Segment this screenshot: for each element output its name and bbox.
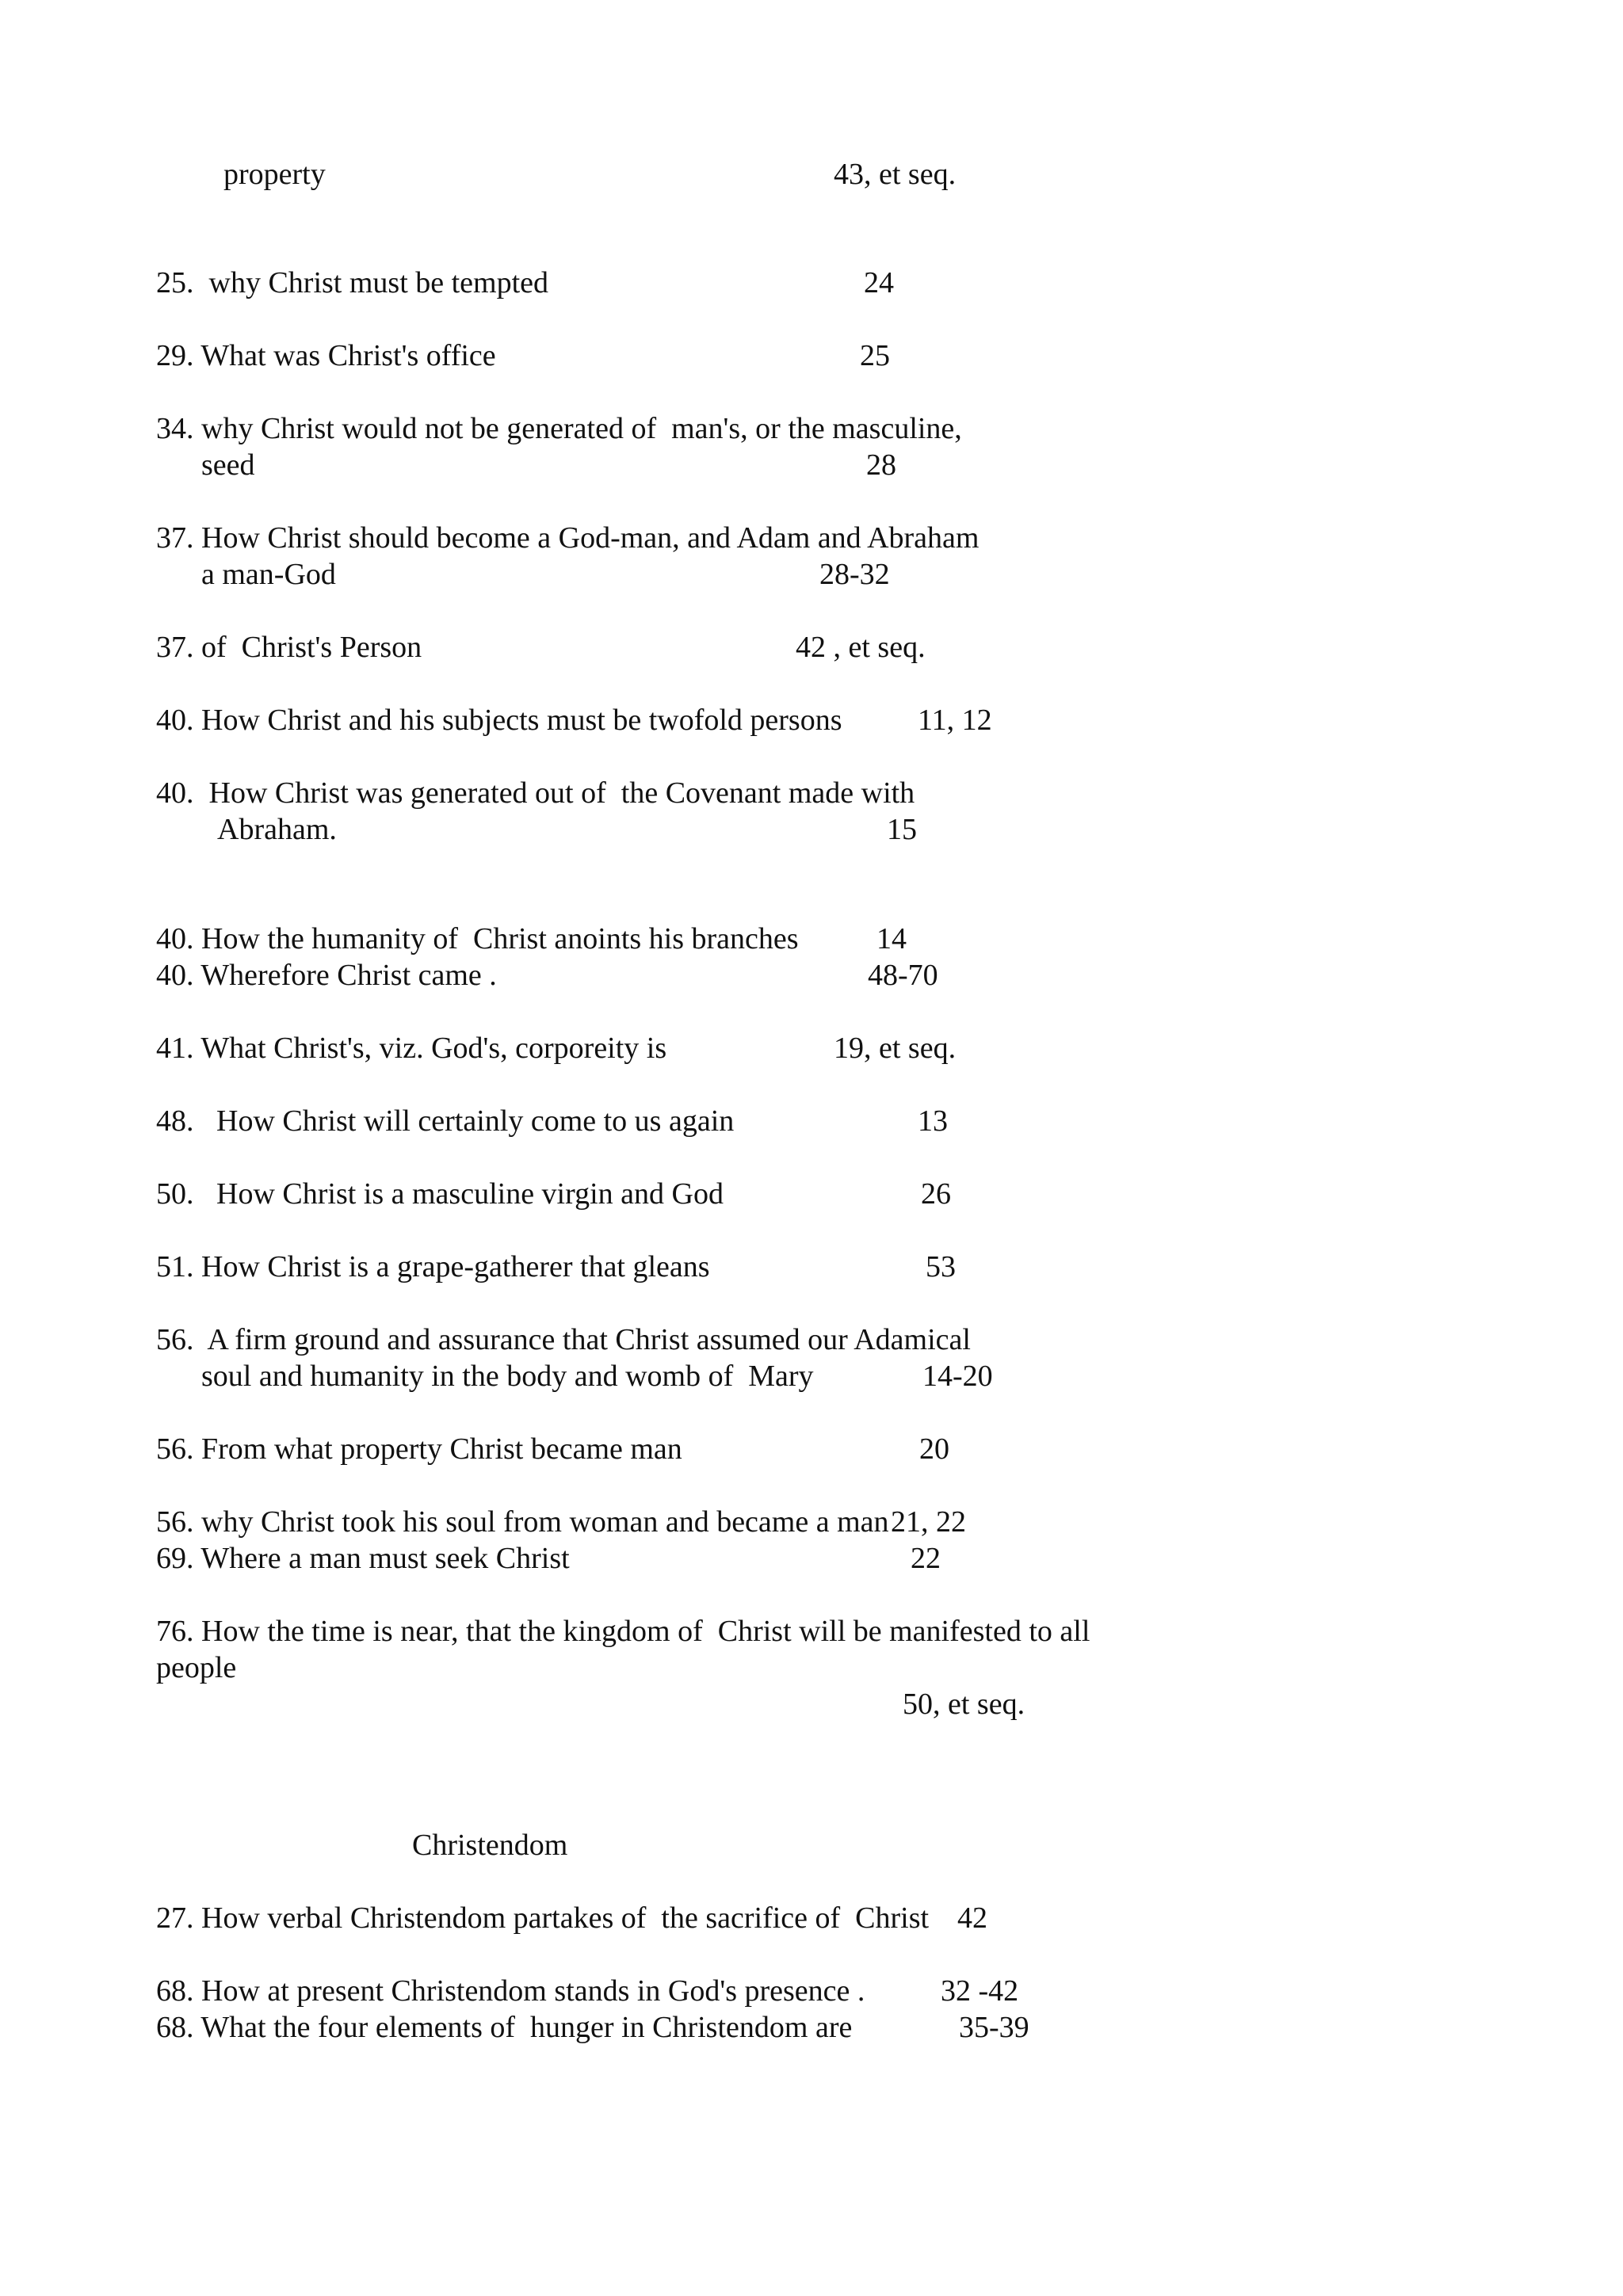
index-entry-text: 29. What was Christ's office — [156, 339, 496, 372]
index-entry-page: 14 — [876, 922, 907, 955]
index-entry-text: 50. How Christ is a masculine virgin and God — [156, 1177, 724, 1211]
index-entry-page: 11, 12 — [918, 704, 992, 737]
index-entry-text: 34. why Christ would not be generated of man's, or the masculine, — [156, 412, 962, 445]
index-entry-text: 37. How Christ should become a God-man, and Adam and Abraham — [156, 521, 980, 555]
index-entry-text-continued: seed — [201, 448, 255, 482]
index-entry-text-continued: a man-God — [201, 558, 336, 591]
index-entry-text: 37. of Christ's Person — [156, 631, 422, 664]
index-entry-page: 26 — [921, 1177, 951, 1211]
index-entry-page: 14-20 — [922, 1360, 993, 1393]
index-entry-page: 53 — [926, 1250, 956, 1283]
index-entry-page: 35-39 — [959, 2011, 1029, 2044]
continued-entry-text: property — [223, 158, 326, 191]
index-entry-page: 32 -42 — [941, 1974, 1019, 2008]
index-entry-text-continued: soul and humanity in the body and womb of Mary — [201, 1360, 814, 1393]
index-entry-page: 21, 22 — [891, 1505, 966, 1539]
index-entry-text: 41. What Christ's, viz. God's, corporeity is — [156, 1032, 667, 1065]
index-entry-text: 40. How the humanity of Christ anoints his branches — [156, 922, 799, 955]
index-entry-text: 40. Wherefore Christ came . — [156, 959, 497, 992]
section-heading: Christendom — [412, 1829, 568, 1862]
index-entry-text-continued: Abraham. — [217, 813, 337, 846]
index-entry-text: 76. How the time is near, that the kingdom of Christ will be manifested to all — [156, 1615, 1090, 1648]
index-entry-text: 25. why Christ must be tempted — [156, 266, 549, 299]
index-entry-text: 40. How Christ and his subjects must be twofold persons — [156, 704, 842, 737]
index-entry-page: 50, et seq. — [903, 1688, 1025, 1721]
index-entry-page: 42 , et seq. — [796, 631, 926, 664]
index-entry-page: 15 — [887, 813, 917, 846]
index-entry-text-continued: people — [156, 1651, 237, 1684]
index-entry-page: 25 — [860, 339, 890, 372]
index-entry-text: 69. Where a man must seek Christ — [156, 1542, 570, 1575]
index-entry-text: 27. How verbal Christendom partakes of the sacrifice of Christ — [156, 1901, 930, 1935]
index-entry-text: 56. A firm ground and assurance that Christ assumed our Adamical — [156, 1323, 971, 1356]
index-entry-page: 19, et seq. — [834, 1032, 957, 1065]
index-entry-page: 28 — [866, 448, 896, 482]
index-entry-text: 68. What the four elements of hunger in Christendom are — [156, 2011, 853, 2044]
index-entry-text: 68. How at present Christendom stands in God's presence . — [156, 1974, 865, 2008]
index-entry-page: 22 — [911, 1542, 941, 1575]
index-entry-page: 24 — [864, 266, 894, 299]
index-entry-text: 40. How Christ was generated out of the Covenant made with — [156, 776, 915, 810]
continued-entry-page: 43, et seq. — [834, 158, 957, 191]
index-entry-page: 20 — [919, 1432, 949, 1466]
index-entry-text: 48. How Christ will certainly come to us again — [156, 1104, 735, 1138]
index-entry-text: 56. why Christ took his soul from woman and became a man — [156, 1505, 889, 1539]
index-entry-page: 13 — [918, 1104, 948, 1138]
index-entry-text: 56. From what property Christ became man — [156, 1432, 682, 1466]
index-entry-page: 48-70 — [868, 959, 938, 992]
index-entry-page: 42 — [957, 1901, 987, 1935]
index-entry-text: 51. How Christ is a grape-gatherer that gleans — [156, 1250, 710, 1283]
index-entry-page: 28-32 — [819, 558, 890, 591]
